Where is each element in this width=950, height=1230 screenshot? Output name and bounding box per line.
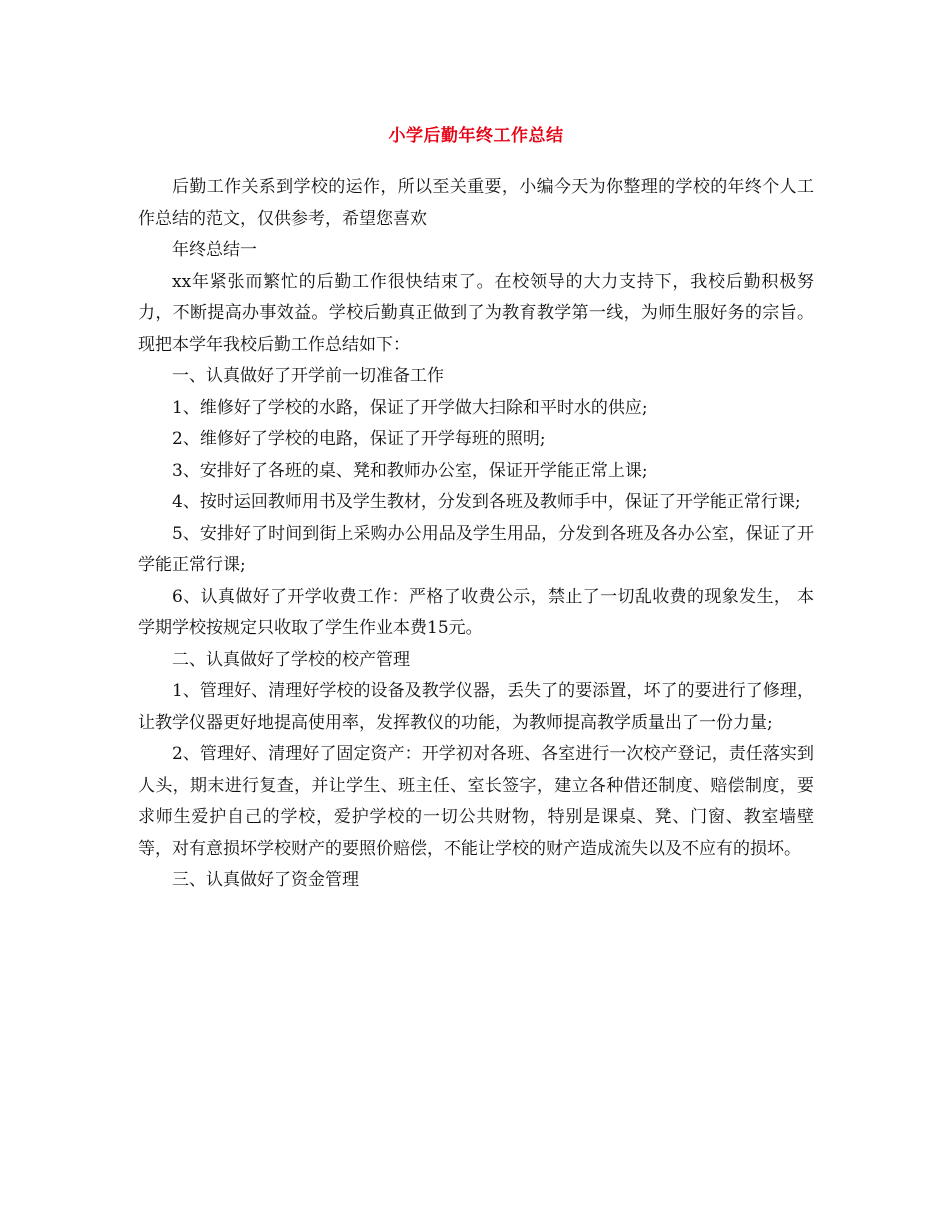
heading-section-1: 一、认真做好了开学前一切准备工作 bbox=[172, 366, 444, 386]
paragraph-item-1-6: 6、认真做好了开学收费工作：严格了收费公示，禁止了一切乱收费的现象发生， 本学期学校按规定只收取了学生作业本费15元。 bbox=[138, 586, 814, 638]
paragraph-item-1-5: 5、安排好了时间到街上采购办公用品及学生用品，分发到各班及各办公室，保证了开学能正常行课; bbox=[138, 523, 814, 575]
paragraph-intro: 后勤工作关系到学校的运作，所以至关重要，小编今天为你整理的学校的年终个人工作总结的范文，仅供参考，希望您喜欢 bbox=[138, 177, 814, 229]
paragraph-item-2-1: 1、管理好、清理好学校的设备及教学仪器，丢失了的要添置，坏了的要进行了修理，让教学仪器更好地提高使用率，发挥教仪的功能，为教师提高教学质量出了一份力量; bbox=[138, 681, 814, 733]
paragraph-item-1-1: 1、维修好了学校的水路，保证了开学做大扫除和平时水的供应; bbox=[172, 397, 648, 418]
paragraph-item-1-3: 3、安排好了各班的桌、凳和教师办公室，保证开学能正常上课; bbox=[172, 460, 648, 481]
paragraph-section-label: 年终总结一 bbox=[172, 240, 257, 260]
paragraph-overview: xx年紧张而繁忙的后勤工作很快结束了。在校领导的大力支持下，我校后勤积极努力，不断提高办事效益。学校后勤真正做到了为教育教学第一线，为师生服好务的宗旨。现把本学年我校后勤工作总结如下： bbox=[138, 271, 814, 355]
heading-section-3: 三、认真做好了资金管理 bbox=[172, 870, 359, 890]
paragraph-item-1-2: 2、维修好了学校的电路，保证了开学每班的照明; bbox=[172, 429, 546, 449]
document-body bbox=[138, 172, 814, 897]
paragraph-item-2-2: 2、管理好、清理好了固定资产：开学初对各班、各室进行一次校产登记，责任落实到人头，期末进行复查，并让学生、班主任、室长签字，建立各种借还制度、赔偿制度，要求师生爱护自己的学校，爱护学校的一切公共财物，特别是课桌、凳、门窗、教室墙壁等，对有意损坏学校财产的要照价赔偿，不能让学校的财产造成流失以及不应有的损坏。 bbox=[138, 744, 814, 859]
paragraph-item-1-4: 4、按时运回教师用书及学生教材，分发到各班及教师手中，保证了开学能正常行课; bbox=[172, 492, 801, 512]
document-title: 小学后勤年终工作总结 bbox=[388, 126, 564, 146]
heading-section-2: 二、认真做好了学校的校产管理 bbox=[172, 649, 410, 670]
